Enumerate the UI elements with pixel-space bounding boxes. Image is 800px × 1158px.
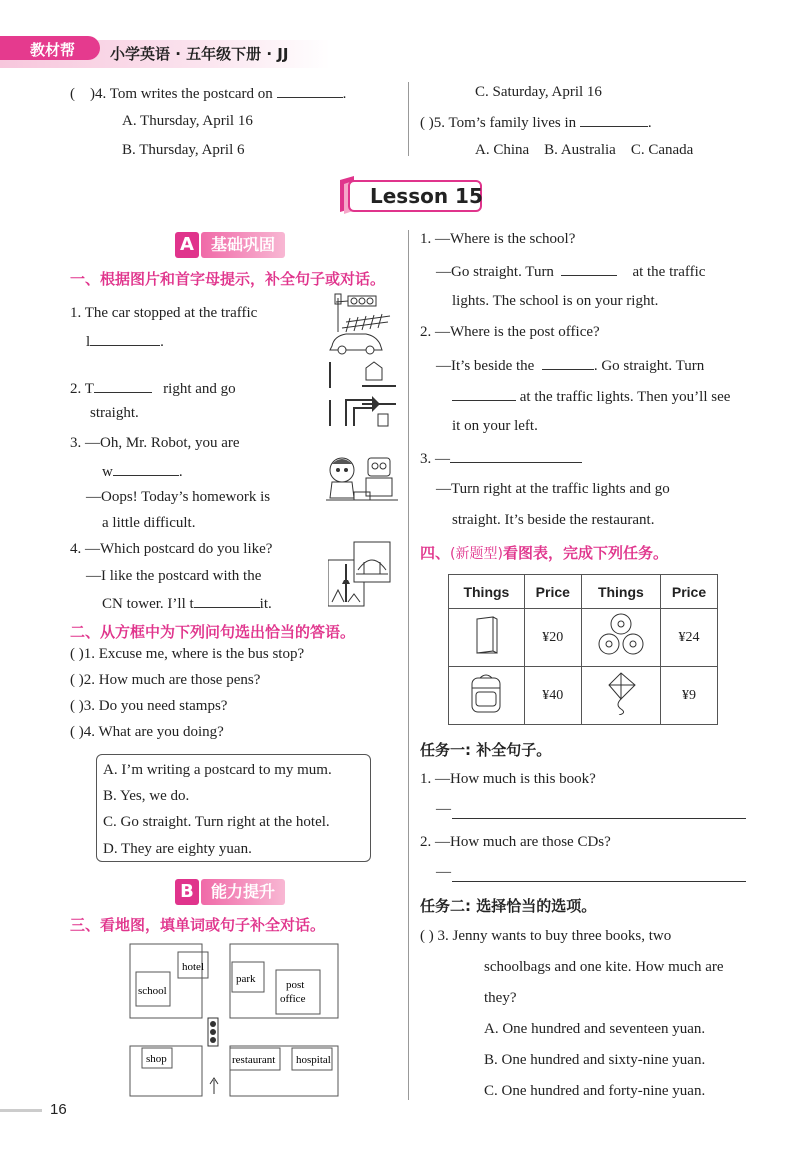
task1-a1-line [452,818,746,819]
town-map [128,942,340,1098]
lesson-title: Lesson 15 [370,184,483,208]
turn-right-picture [326,360,396,428]
a-q4-line3: CN tower. I’ll t it. [102,596,272,612]
section-b-header [175,879,285,905]
top-q4-option-c: C. Saturday, April 16 [475,84,602,100]
d2-question: 2. —Where is the post office? [420,324,600,340]
task2-option-a: A. One hundred and seventeen yuan. [484,1021,706,1037]
task1-a1-dash: — [436,801,451,817]
top-q5: ( )5. Tom’s family lives in . [420,115,652,131]
page-number: 16 [50,1101,67,1118]
svg-text:shop: shop [146,1053,167,1065]
schoolbag-cell [449,667,525,725]
section-a-label: 基础巩固 [201,232,285,258]
section-a-header [175,232,285,258]
task2-option-b: B. One hundred and sixty-nine yuan. [484,1052,706,1068]
option-a: A. I’m writing a postcard to my mum. [103,762,332,778]
postcard-cn-tower-picture [328,540,392,608]
kite-icon [603,671,639,715]
table-header-things-2: Things [581,575,660,609]
section-b-badge: B [175,879,199,905]
a-q2-line2: straight. [90,405,139,421]
match-q2: ( )2. How much are those pens? [70,672,261,688]
book-cell [449,609,525,667]
option-c: C. Go straight. Turn right at the hotel. [103,814,330,830]
svg-text:hotel: hotel [182,961,204,973]
task2-q-line2: schoolbags and one kite. How much are [484,959,724,975]
d2-answer-line2: at the traffic lights. Then you’ll see [452,387,730,406]
task2-q-line1: ( ) 3. Jenny wants to buy three books, two [420,928,672,944]
section-b-label: 能力提升 [201,879,285,905]
heading-part-4: 四、(新题型)看图表，完成下列任务。 [420,544,668,562]
a-q1-line2: l . [86,334,164,350]
a-q2-line1: 2. T right and go [70,381,236,397]
d3-question: 3. — [420,449,582,468]
d3-answer-line2: straight. It’s beside the restaurant. [452,512,655,528]
kite-price: ¥9 [660,667,717,725]
a-q3-line4: a little difficult. [102,515,196,531]
book-icon [473,615,499,655]
task-2-heading: 任务二: 选择恰当的选项。 [420,897,597,915]
heading-part-2: 二、从方框中为下列问句选出恰当的答语。 [70,623,356,641]
option-b: B. Yes, we do. [103,788,190,804]
a-q3-line1: 3. —Oh, Mr. Robot, you are [70,435,240,451]
svg-text:restaurant: restaurant [232,1054,276,1066]
schoolbag-icon [468,672,504,714]
main-column-divider [408,230,409,1100]
a-q1-line1: 1. The car stopped at the traffic [70,305,258,321]
match-q4: ( )4. What are you doing? [70,724,224,740]
svg-text:post: post [286,979,305,991]
svg-text:school: school [138,985,167,997]
traffic-light-car-picture [326,292,394,358]
section-a-badge: A [175,232,199,258]
schoolbag-price: ¥40 [524,667,581,725]
d1-question: 1. —Where is the school? [420,231,576,247]
book-price: ¥20 [524,609,581,667]
table-header-price-2: Price [660,575,717,609]
svg-text:office: office [280,993,306,1005]
a-q4-line2: —I like the postcard with the [86,568,262,584]
task1-a2-line [452,881,746,882]
top-q4-option-b: B. Thursday, April 6 [122,142,245,158]
table-header-things-1: Things [449,575,525,609]
a-q4-line1: 4. —Which postcard do you like? [70,541,273,557]
task2-option-c: C. One hundred and forty-nine yuan. [484,1083,706,1099]
a-q3-line2: w . [102,464,183,480]
kite-cell [581,667,660,725]
header-tag: 教材帮 [0,36,100,60]
price-table [448,574,718,725]
task1-a2-dash: — [436,864,451,880]
heading-part-3: 三、看地图，填单词或句子补全对话。 [70,916,326,934]
cds-price: ¥24 [660,609,717,667]
table-header-price-1: Price [524,575,581,609]
match-q3: ( )3. Do you need stamps? [70,698,228,714]
option-d: D. They are eighty yuan. [103,841,252,857]
svg-text:park: park [236,973,256,985]
heading-part-1: 一、根据图片和首字母提示，补全句子或对话。 [70,270,386,288]
top-q5-options: A. China B. Australia C. Canada [475,142,694,158]
d2-answer-line1: —It’s beside the . Go straight. Turn [436,358,705,374]
cds-cell [581,609,660,667]
task2-q-line3: they? [484,990,517,1006]
d3-answer-line1: —Turn right at the traffic lights and go [436,481,670,497]
d1-answer-line1: —Go straight. Turn at the traffic [436,264,706,280]
match-q1: ( )1. Excuse me, where is the bus stop? [70,646,305,662]
task-1-heading: 任务一: 补全句子。 [420,741,552,759]
d2-answer-line3: it on your left. [452,418,538,434]
robot-and-girl-picture [326,452,398,506]
d1-answer-line2: lights. The school is on your right. [452,293,659,309]
svg-text:hospital: hospital [296,1054,331,1066]
top-q4-option-a: A. Thursday, April 16 [122,113,253,129]
page-number-bar [0,1109,42,1112]
task1-q1: 1. —How much is this book? [420,771,596,787]
top-column-divider [408,82,409,156]
task1-q2: 2. —How much are those CDs? [420,834,611,850]
header-title: 小学英语 · 五年级下册 · JJ [110,45,289,63]
top-q4: ( )4. Tom writes the postcard on . [70,86,347,102]
cds-icon [597,612,645,658]
a-q3-line3: —Oops! Today’s homework is [86,489,271,505]
